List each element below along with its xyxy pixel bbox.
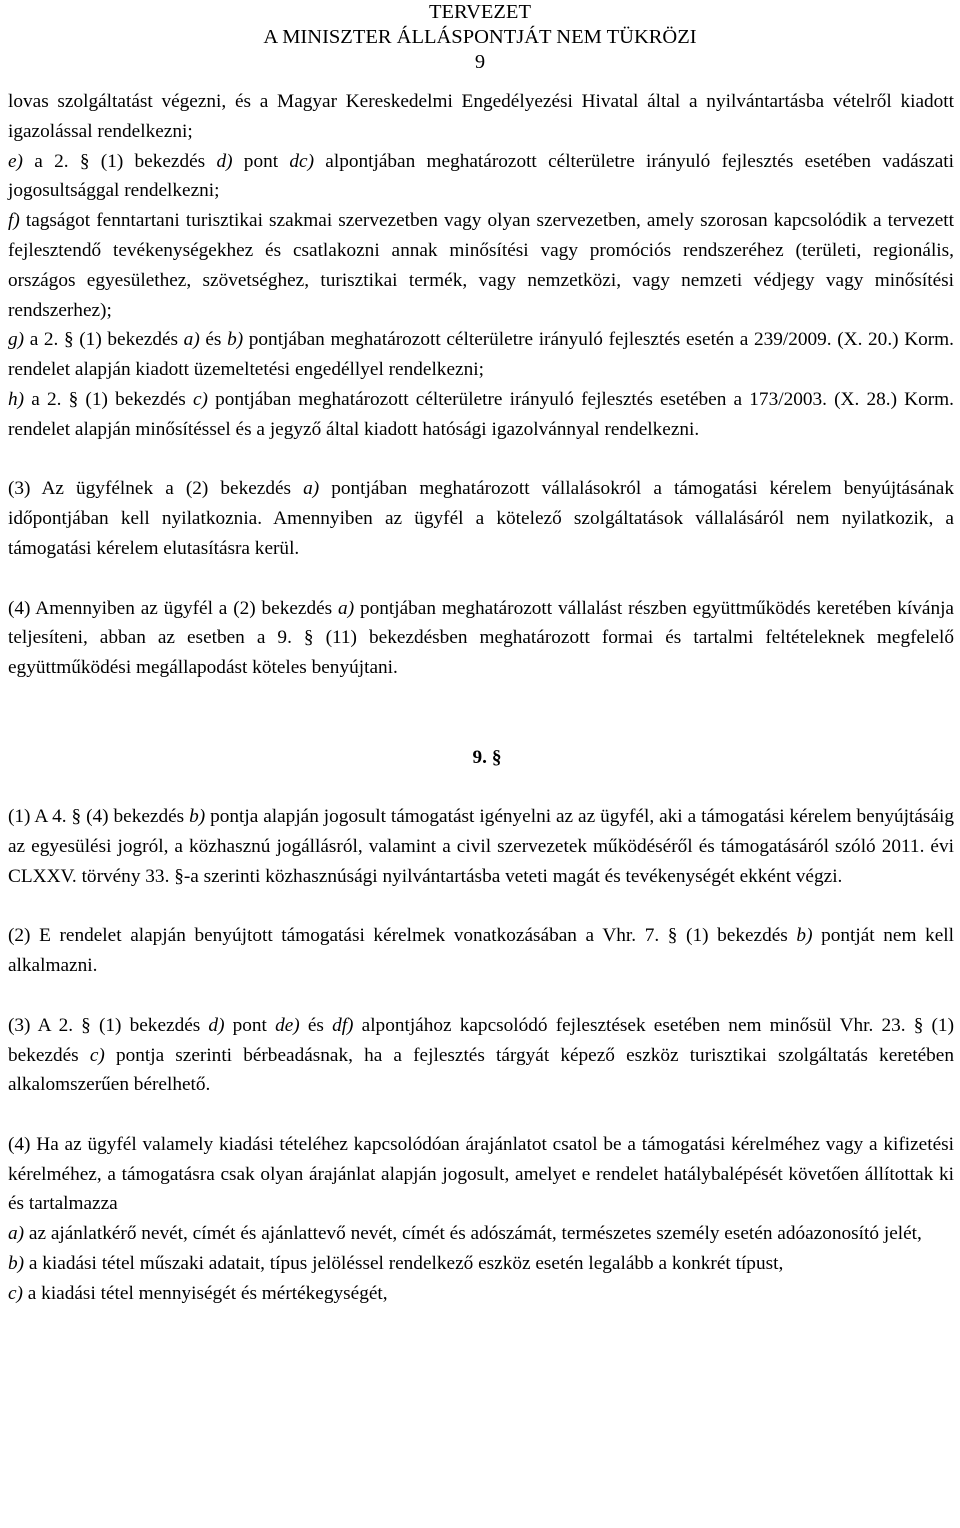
paragraph-gap (8, 564, 954, 594)
item-marker: b) (796, 925, 813, 947)
item-marker: c) (89, 1044, 105, 1066)
text-run: és (299, 1014, 333, 1036)
paragraph (8, 1249, 954, 1279)
text-run: alpontjában meghatározott célterületre irányuló fejlesztés esetében vadászati jogosultsággal rendelkezni; (8, 150, 954, 202)
paragraph (8, 1011, 954, 1100)
text-run: a 2. § (1) bekezdés (24, 388, 193, 410)
text-run: pontja szerinti bérbeadásnak, ha a fejlesztés tárgyát képező eszköz turisztikai szolgáltatás keretében alkalomszerűen bérelhető. (8, 1044, 954, 1096)
text-run: a 2. § (1) bekezdés (24, 329, 184, 351)
item-marker: e) (8, 150, 23, 172)
item-marker: a) (183, 329, 200, 351)
text-run: pontját nem kell alkalmazni. (8, 925, 954, 977)
text-run: a kiadási tétel mennyiségét és mértékegységét, (22, 1282, 388, 1304)
text-run: pontjában meghatározott célterületre irányuló fejlesztés esetében a 173/2003. (X. 28.) Korm. rendelet alapján minősítéssel és a jegyző által kiadott hatósági igazolvánnyal rendelkezni. (8, 388, 954, 440)
item-marker: h) (8, 388, 25, 410)
item-marker: d) (216, 150, 233, 172)
text-run: pontjában meghatározott vállalásokról a támogatási kérelem benyújtásának időpontjában kell nyilatkoznia. Amennyiben az ügyfél a kötelező szolgáltatások vállalásáról nem nyilatkozik, a támogatási kérelem elutasításra kerül. (8, 478, 954, 559)
paragraph (8, 594, 954, 683)
item-marker: b) (227, 329, 244, 351)
item-marker: c) (8, 1282, 23, 1304)
text-run: (3) A 2. § (1) bekezdés (8, 1014, 209, 1036)
text-run: pontjában meghatározott célterületre irányuló fejlesztés esetén a 239/2009. (X. 20.) Korm. rendelet alapján kiadott üzemeltetési engedéllyel rendelkezni; (8, 329, 954, 381)
paragraph (8, 1219, 954, 1249)
text-run: pontjában meghatározott vállalást részben együttműködés keretében kívánja teljesíteni, abban az esetben a 9. § (11) bekezdésben meghatározott formai és tartalmi feltételeknek megfelelő együttműködési megállapodást köteles benyújtani. (8, 597, 954, 679)
item-marker: c) (192, 388, 208, 410)
paragraph (8, 1130, 954, 1219)
text-run: (1) A 4. § (4) bekezdés (8, 806, 190, 828)
text-run: és (199, 329, 228, 351)
paragraph (8, 1279, 954, 1309)
item-marker: d) (208, 1014, 225, 1036)
text-run: (4) Ha az ügyfél valamely kiadási tételéhez kapcsolódóan árajánlatot csatol be a támogatási kérelméhez vagy a kifizetési kérelméhez, a támogatásra csak olyan árajánlat alapján jogosult, amelyet e rendelet hatálybalépését követően állítottak ki és tartalmazza (8, 1133, 954, 1215)
paragraph (8, 385, 954, 445)
text-run: (4) Amennyiben az ügyfél a (2) bekezdés (8, 597, 339, 619)
paragraph-gap (8, 1100, 954, 1130)
text-run: pont (232, 150, 290, 172)
text-run: a kiadási tétel műszaki adatait, típus jelöléssel rendelkező eszköz esetén legalább a konkrét típust, (24, 1253, 784, 1275)
paragraph-gap (8, 981, 954, 1011)
page-header (0, 0, 960, 75)
text-run: pont (224, 1014, 276, 1036)
text-run: tagságot fenntartani turisztikai szakmai szervezetben vagy olyan szervezetben, amely szorosan kapcsolódik a tervezett fejlesztendő tevékenységekhez és csatlakozni annak minősítési vagy promóciós rendszeréhez (területi, regionális, országos egyesülethez, szövetséghez, turisztikai termék, vagy nemzetközi, vagy nemzeti védjegy vagy minősítési rendszerhez); (8, 210, 954, 321)
text-run: az ajánlatkérő nevét, címét és ajánlattevő nevét, címét és adószámát, természetes személy esetén adóazonosító jelét, (24, 1223, 922, 1245)
item-marker: de) (275, 1014, 300, 1036)
paragraph-gap (8, 892, 954, 922)
paragraph-gap (8, 445, 954, 475)
paragraph (8, 147, 954, 207)
text-run: alpontjához kapcsolódó fejlesztések esetében nem minősül Vhr. 23. § (1) bekezdés (8, 1014, 954, 1066)
draft-label: TERVEZET (429, 1, 531, 23)
text-run: (2) E rendelet alapján benyújtott támogatási kérelmek vonatkozásában a Vhr. 7. § (1) bekezdés (8, 925, 797, 947)
document-body (8, 87, 954, 1309)
item-marker: a) (8, 1223, 25, 1245)
item-marker: b) (8, 1253, 25, 1275)
item-marker: g) (8, 329, 25, 351)
paragraph (8, 325, 954, 385)
paragraph (8, 474, 954, 563)
item-marker: b) (189, 806, 206, 828)
paragraph (8, 87, 954, 147)
text-run: lovas szolgáltatást végezni, és a Magyar Kereskedelmi Engedélyezési Hivatal által a nyilvántartásba vételről kiadott igazolással rendelkezni; (8, 91, 954, 142)
paragraph (8, 802, 954, 891)
paragraph-gap (8, 772, 954, 802)
paragraph (8, 206, 954, 325)
paragraph-gap (8, 713, 954, 743)
item-marker: df) (332, 1014, 354, 1036)
text-run: a 2. § (1) bekezdés (22, 150, 217, 172)
item-marker: dc) (289, 150, 314, 172)
paragraph (8, 921, 954, 981)
disclaimer: A MINISZTER ÁLLÁSPONTJÁT NEM TÜKRÖZI (263, 26, 697, 48)
paragraph-gap (8, 683, 954, 713)
item-marker: a) (338, 597, 355, 619)
item-marker: f) (8, 210, 20, 232)
section-heading: 9. § (472, 746, 502, 768)
text-run: (3) Az ügyfélnek a (2) bekezdés (8, 478, 304, 500)
page-number: 9 (474, 51, 486, 73)
item-marker: a) (303, 478, 320, 500)
text-run: pontja alapján jogosult támogatást igényelni az az ügyfél, aki a támogatási kérelem benyújtásáig az egyesülési jogról, a közhasznú jogállásról, valamint a civil szervezetek működéséről és támogatásáról szóló 2011. évi CLXXV. törvény 33. §-a szerinti közhasznúsági nyilvántartásba veteti magát és tevékenységét ekként végzi. (8, 806, 954, 887)
